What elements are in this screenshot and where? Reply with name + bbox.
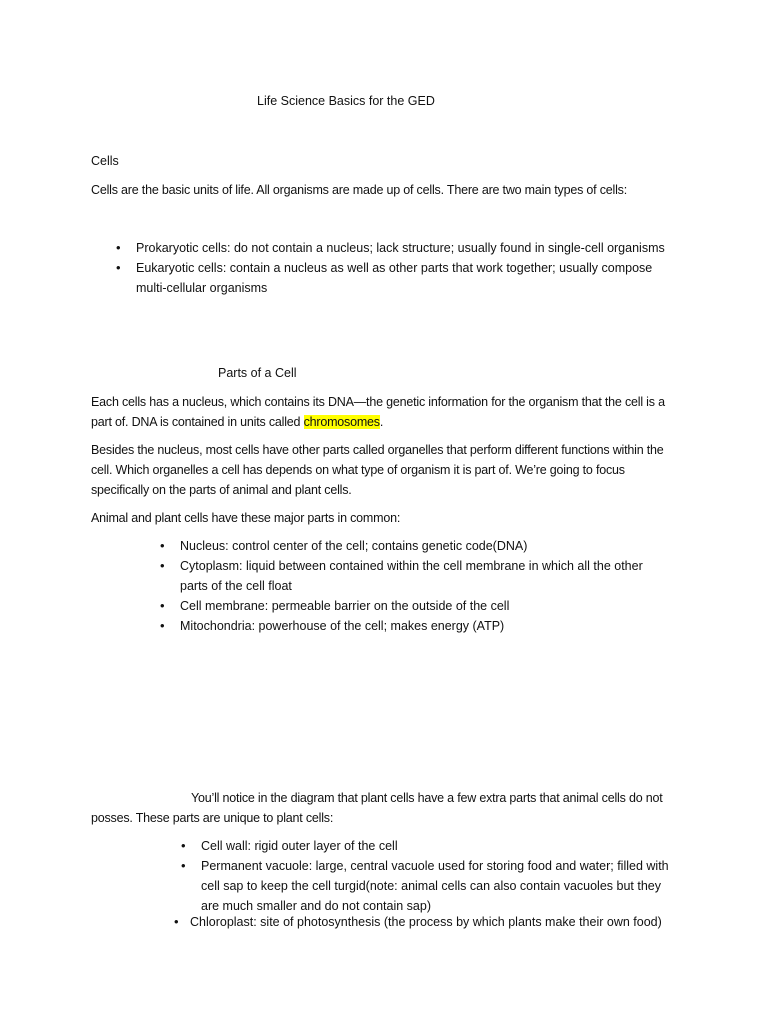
organelles-paragraph: Besides the nucleus, most cells have other parts called organelles that perform different functions within the cell. Which organelles a cell has depends on what type of organism it is part of. We’re going to focus specifically on the parts of animal and plant cells. — [91, 443, 664, 497]
nucleus-text-end: . — [379, 415, 384, 429]
nucleus-paragraph — [91, 392, 681, 432]
chloroplast-list — [172, 912, 692, 932]
common-parts-intro: Animal and plant cells have these major parts in common: — [91, 511, 401, 525]
list-item: • Permanent vacuole: large, central vacuole used for storing food and water; filled with cell sap to keep the cell turgid(note: animal cells can also contain vacuoles but they are much smaller and do not contain sap) — [179, 856, 679, 916]
nucleus-text: Each cells has a nucleus, which contains its DNA—the genetic information for the organism that the cell is a part of. DNA is contained in units called — [91, 395, 665, 429]
cells-intro: Cells are the basic units of life. All organisms are made up of cells. There are two main types of cells: — [91, 183, 627, 197]
list-item: • Cell wall: rigid outer layer of the cell — [179, 836, 679, 856]
highlighted-term: chromosomes — [303, 415, 380, 429]
list-item: • Nucleus: control center of the cell; contains genetic code(DNA) — [158, 536, 668, 556]
page-title: Life Science Basics for the GED — [257, 94, 435, 108]
list-item: • Mitochondria: powerhouse of the cell; makes energy (ATP) — [158, 616, 668, 636]
list-item: • Cell membrane: permeable barrier on the outside of the cell — [158, 596, 668, 616]
parts-heading: Parts of a Cell — [218, 366, 297, 380]
list-item: • Eukaryotic cells: contain a nucleus as well as other parts that work together; usually compose multi-cellular organisms — [114, 258, 684, 298]
cells-heading: Cells — [91, 154, 119, 168]
cell-types-list — [114, 238, 684, 298]
list-item: • Prokaryotic cells: do not contain a nucleus; lack structure; usually found in single-cell organisms — [114, 238, 684, 258]
common-parts-list — [158, 536, 668, 636]
list-item: • Cytoplasm: liquid between contained within the cell membrane in which all the other parts of the cell float — [158, 556, 668, 596]
plant-parts-intro: You’ll notice in the diagram that plant cells have a few extra parts that animal cells do not posses. These parts are unique to plant cells: — [91, 791, 663, 825]
list-item: • Chloroplast: site of photosynthesis (the process by which plants make their own food) — [172, 912, 692, 932]
plant-parts-list — [179, 836, 679, 916]
